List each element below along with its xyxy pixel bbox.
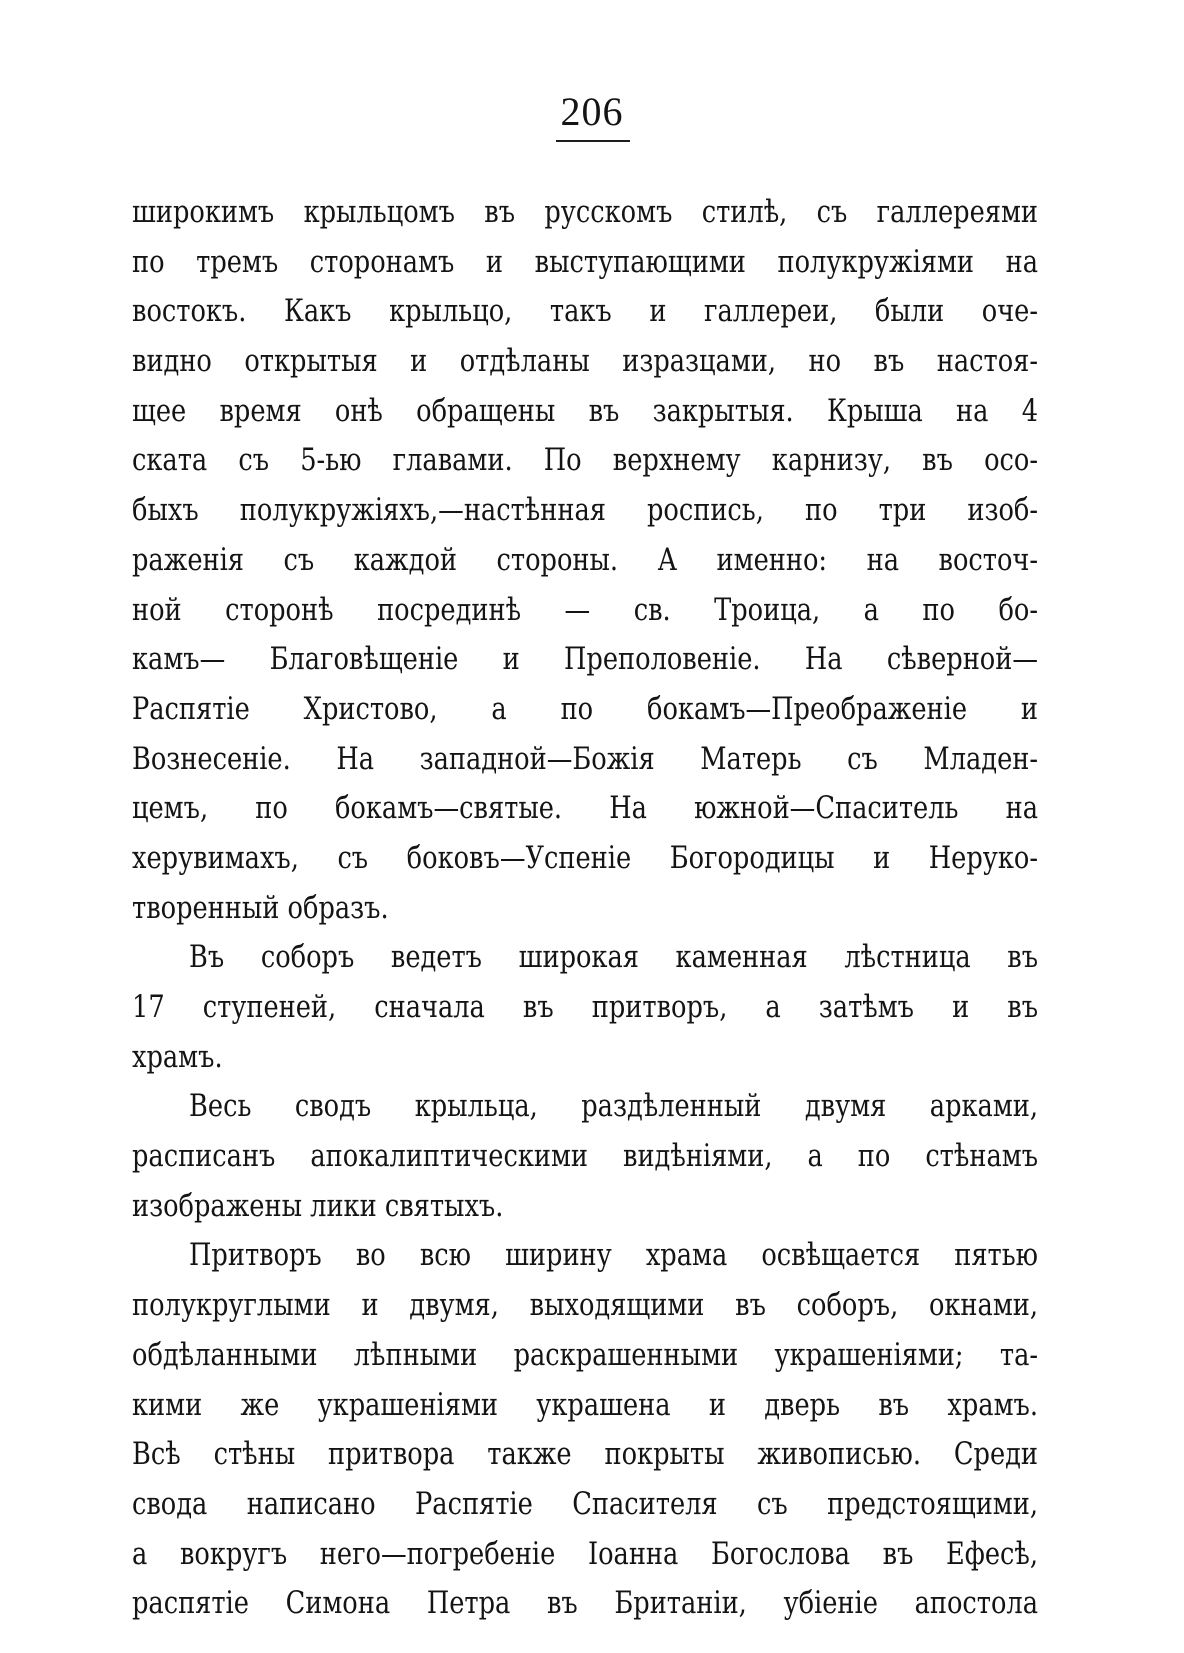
page-number: 206 <box>560 89 624 134</box>
text-line: Весь сводъ крыльца, раздѣленный двумя арками, <box>189 1088 1039 1125</box>
text-line: творенный образъ. <box>132 889 389 926</box>
text-line: Притворъ во всю ширину храма освѣщается пятью <box>189 1237 1039 1274</box>
text-line: Всѣ стѣны притвора также покрыты живописью. Среди <box>132 1436 1039 1473</box>
text-line: херувимахъ, съ боковъ—Успеніе Богородицы и Неруко- <box>132 839 1039 876</box>
text-line: камъ— Благовѣщеніе и Преполовеніе. На сѣверной— <box>132 641 1039 678</box>
text-line: цемъ, по бокамъ—святые. На южной—Спаситель на <box>132 790 1039 827</box>
text-line: храмъ. <box>132 1038 223 1075</box>
text-line: кими же украшеніями украшена и дверь въ храмъ. <box>132 1386 1039 1423</box>
paragraph <box>132 1231 1038 1629</box>
text-line: востокъ. Какъ крыльцо, такъ и галлереи, были оче- <box>132 293 1039 330</box>
page-number-underline <box>556 140 630 142</box>
text-line: ската съ 5-ью главами. По верхнему карнизу, въ осо- <box>132 442 1039 479</box>
text-line: расписанъ апокалиптическими видѣніями, а по стѣнамъ <box>132 1138 1039 1175</box>
text-line: Въ соборъ ведетъ широкая каменная лѣстница въ <box>189 939 1039 976</box>
paragraph <box>132 1082 1038 1231</box>
text-line: широкимъ крыльцомъ въ русскомъ стилѣ, съ галлереями <box>132 194 1039 230</box>
text-line: Распятіе Христово, а по бокамъ—Преображеніе и <box>132 690 1039 727</box>
text-line: видно открытыя и отдѣланы изразцами, но въ настоя- <box>132 343 1039 380</box>
body-text <box>132 188 1038 1629</box>
text-line: распятіе Симона Петра въ Британіи, убіеніе апостола <box>132 1585 1039 1622</box>
text-line: быхъ полукружіяхъ,—настѣнная роспись, по три изоб- <box>132 492 1039 529</box>
text-line: Вознесеніе. На западной—Божія Матерь съ Младен- <box>132 740 1039 777</box>
text-line: 17 ступеней, сначала въ притворъ, а затѣмъ и въ <box>132 989 1039 1025</box>
text-line: щее время онѣ обращены въ закрытыя. Крыша на 4 <box>132 392 1039 429</box>
text-line: а вокругъ него—погребеніе Іоанна Богослова въ Ефесѣ, <box>132 1535 1039 1572</box>
text-line: полукруглыми и двумя, выходящими въ соборъ, окнами, <box>132 1287 1039 1324</box>
text-line: ной сторонѣ посрединѣ — св. Троица, а по бо- <box>132 591 1039 628</box>
text-line: свода написано Распятіе Спасителя съ предстоящими, <box>132 1485 1039 1522</box>
text-line: по тремъ сторонамъ и выступающими полукружіями на <box>132 243 1039 280</box>
text-line: обдѣланными лѣпными раскрашенными украшеніями; та- <box>132 1336 1039 1373</box>
text-line: раженія съ каждой стороны. А именно: на восточ- <box>132 541 1039 578</box>
text-line: изображены лики святыхъ. <box>132 1187 504 1224</box>
paragraph <box>132 188 1038 933</box>
paragraph <box>132 933 1038 1082</box>
